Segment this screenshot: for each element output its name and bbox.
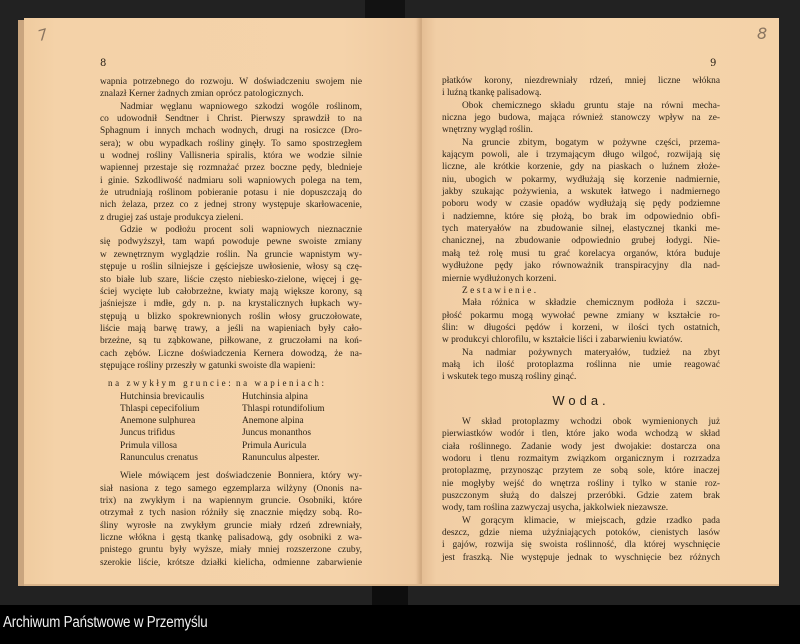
text-line: płość pokarmu mogą wywołać pewne zmiany w kształcie ro-: [442, 310, 720, 321]
left-page: [24, 18, 422, 586]
text-line: stępuje u roślin silniejsze i gęściejsze uwłosienie, włosy są czę-: [100, 262, 362, 273]
text-line: ciała roślinnego. Zadanie wody jest dwojakie: dostarcza ona: [442, 441, 720, 452]
species-cell: Hutchinsia brevicaulis: [120, 391, 205, 402]
summary-heading: Zestawienie.: [462, 285, 539, 296]
text-line: liczne włókna i gęstą tkankę palisadową, gdy osobniki z wa-: [100, 533, 362, 544]
text-line: ściej wycięte lub całobrzeżne, kwiaty mają większe korony, są: [100, 286, 362, 297]
text-line: nich żelaza, przez co z jednej strony występuje skarłowacenie,: [100, 200, 362, 211]
text-line: trix) na zwykłym i na wapiennym gruncie. Osobniki, które: [100, 496, 362, 507]
species-cell: Hutchinsia alpina: [242, 391, 308, 402]
text-line: tych materyałów na zbudowanie silnej, elastycznej tkanki me-: [442, 224, 720, 235]
pencil-mark: 8: [757, 24, 768, 43]
text-line: siał nasiona z tego samego egzemplarza wilżyny (Ononis na-: [100, 483, 362, 494]
text-line: jaśniejsze i mdłe, gdy n. p. na krystalicznych łupkach wy-: [100, 299, 362, 310]
paragraph: [100, 470, 362, 569]
text-line: otrzymał z tych nasion różniły się znacznie między sobą. Ro-: [100, 508, 362, 519]
text-line: cach zębów. Liczne doświadczenia Kernera dowodzą, że na-: [100, 348, 362, 359]
text-line: i ginie. Szkodliwość nadmiaru soli wapniowych polega na tem,: [100, 175, 362, 186]
text-line: i wskutek tego muszą rośliny ginąć.: [442, 372, 577, 383]
paragraph: [442, 347, 720, 384]
text-line: poboru wody w czasie opadów wydłużają się pędy podziemne: [442, 199, 720, 210]
text-line: W skład protoplazmy wchodzi obok wymienionych już: [462, 416, 720, 427]
text-line: liście mają barwę trawy, a jeśli na wapieniach były cało-: [100, 323, 362, 334]
text-line: Gdzie w podłożu procent soli wapniowych nieznacznie: [120, 225, 362, 236]
text-line: Na gruncie zbitym, bogatym w pożywne części, przema-: [462, 137, 720, 148]
species-cell: Anemone sulphurea: [120, 416, 196, 427]
paragraph: [442, 137, 720, 285]
paragraph: [100, 76, 362, 101]
text-line: Sphagnum i innych mchach wodnych, drugi na rosiczce (Dro-: [100, 126, 362, 137]
text-line: wydłużone pędy jako równoważnik transpiracyjny dla nad-: [442, 261, 720, 272]
spine-top: [365, 0, 405, 18]
text-line: znalazł Kerner żadnych zmian oprócz patologicznych.: [100, 89, 304, 100]
page-number: 8: [100, 58, 107, 69]
text-line: wody, tam roślina zazwyczaj usycha, jakkolwiek niezawsze.: [442, 503, 669, 514]
open-book: [18, 18, 781, 588]
right-page: [422, 18, 779, 586]
text-line: jakby szukając pożywienia, a wskutek łatwego i nadmiernego: [442, 187, 720, 198]
text-line: chanicznej, na zbudowanie odpowiednio grubej łodygi. Nie-: [442, 236, 720, 247]
paragraph: [442, 75, 720, 100]
text-line: jest fraszką. Nie występuje jednak to wyschnięcie bez różnych: [442, 552, 720, 563]
text-line: i nadziemne, które się płożą, bo brak im odpowiednio obfi-: [442, 211, 720, 222]
paragraph: [100, 101, 362, 224]
text-line: co udowodnił Sendtner i Christ. Pierwszy sprawdził to na: [100, 114, 362, 125]
text-line: deszcz, gdzie niema użyźniających potoków, cienistych lasów: [442, 528, 720, 539]
paragraph: [442, 285, 720, 297]
species-cell: Juncus monanthos: [242, 428, 312, 439]
species-comparison-table: [100, 377, 362, 464]
text-line: szerokie liście, krótsze działki kielicha, odmienne zabarwienie: [100, 557, 362, 568]
species-cell: Thlaspi cepecifolium: [120, 403, 200, 414]
text-line: z drugiej zaś ustaje produkcya zieleni.: [100, 212, 244, 223]
species-cell: Ranunculus crenatus: [120, 453, 198, 464]
text-line: pierwiastków wodór i tlen, które jako woda wchodzą w skład: [442, 429, 720, 440]
section-heading: Woda.: [552, 392, 610, 408]
text-line: małą ich ilość protoplazma roślinna nie umie reagować: [442, 359, 720, 370]
species-cell: Juncus trifidus: [120, 428, 175, 439]
text-line: Obok chemicznego składu gruntu staje na równi mecha-: [462, 100, 720, 111]
text-line: i gajów, rozwija się swoista roślinność, dla której wyschnięcie: [442, 540, 720, 551]
text-line: w produkcyi chlorofilu, w kształcie liści i zabarwieniu kwiatów.: [442, 335, 683, 346]
text-line: brzeżne, są tu ząbkowane, piłkowane, z gruczołami na koń-: [100, 336, 362, 347]
text-line: niu, ubogich w pokarmy, wydłużają się korzenie nadmiernie,: [442, 174, 720, 185]
text-line: nie mogłyby wejść do wnętrza rośliny i tylko w stanie roz-: [442, 478, 720, 489]
pencil-mark: 7: [35, 25, 50, 45]
column-header: na zwykłym gruncie:: [108, 378, 234, 389]
paragraph: [100, 224, 362, 372]
text-line: wapnia potrzebnego do rozwoju. W doświadczeniu swojem nie: [100, 77, 362, 87]
right-page-body: [442, 75, 720, 564]
species-cell: Primula villosa: [120, 440, 178, 451]
text-line: i luźną tkankę palisadową.: [442, 88, 542, 99]
species-cell: Anemone alpina: [242, 416, 304, 427]
text-line: wodoru i tlenu rozmaitym związkom organicznym i rozrzadza: [442, 453, 720, 464]
text-line: pnistego gruntu były wyższe, miały mniej rozszerzone czuby,: [100, 545, 362, 556]
spine-bottom: [372, 586, 408, 605]
text-line: protoplazmę, przynosząc przytem ze sobą sole, które inaczej: [442, 466, 720, 477]
text-line: puszczonym służą do dalszej przeróbki. Gdzie zatem brak: [442, 491, 720, 501]
text-line: sto białe lub szare, liście często niebiesko-zielone, więcej i gę-: [100, 274, 362, 285]
text-line: że utrudniają roślinom pobieranie potasu i nie dopuszczają do: [100, 188, 362, 199]
text-line: u wodnej rośliny Vallisneria spiralis, która we wodzie silnie: [100, 151, 362, 162]
text-line: W gorącym klimacie, w miejscach, gdzie rzadko pada: [462, 515, 720, 526]
archive-footer: [0, 605, 800, 644]
paragraph: [442, 416, 720, 515]
left-page-body: [100, 76, 362, 569]
text-line: niczna jego budowa, mająca również stanowczy wpływ na ze-: [442, 113, 720, 124]
text-line: Mała różnica w składzie chemicznym podłoża i szczu-: [462, 298, 720, 309]
text-line: Na nadmiar pożywnych materyałów, tudzież na zbyt: [462, 347, 720, 358]
text-line: w zewnętrznym wyglądzie roślin. Na gruncie wapnistym wy-: [100, 249, 362, 260]
text-line: ślin: w długości pędów i korzeni, w ilości tych ostatnich,: [442, 322, 720, 333]
text-line: Wiele mówiącem jest doświadczenie Bonniera, który wy-: [120, 471, 362, 482]
text-line: wapiennej przestaje się rozmnażać przez boczne pędy, blednieje: [100, 163, 362, 174]
species-cell: Thlaspi rotundifolium: [242, 403, 325, 414]
paragraph: [442, 515, 720, 564]
archive-label: Archiwum Państwowe w Przemyślu: [3, 614, 208, 631]
species-cell: Primula Auricula: [242, 440, 307, 451]
text-line: śliny wyrosłe na zwykłym gruncie miały rdzeń zdrewniały,: [100, 520, 362, 531]
text-line: kającym powoli, ale i trzymającym długo wilgoć, rozwijają się: [442, 150, 720, 161]
text-line: stępujące rośliny przeszły w gatunki swoiste dla wapieni:: [100, 360, 316, 371]
text-line: sera); w obu wypadkach rośliny ginęły. To samo spostrzegłem: [100, 138, 362, 149]
text-line: Nadmiar węglanu wapniowego szkodzi wogóle roślinom,: [120, 101, 362, 112]
text-line: stępują u blizko spokrewnionych roślin włosy gruczołowate,: [100, 311, 362, 322]
text-line: miernie wydłużonych korzeni.: [442, 273, 557, 284]
species-cell: Ranunculus alpester.: [242, 453, 320, 464]
paragraph: [442, 100, 720, 137]
text-line: liczne, ale krótkie korzenie, gdy na piaskach o luźnem złoże-: [442, 162, 720, 173]
page-number: 9: [710, 58, 717, 69]
column-header: na wapieniach:: [236, 378, 327, 389]
text-line: się podwyższył, tam wapń powoduje pewne swoiste zmiany: [100, 237, 362, 248]
text-line: płatków korony, niezdrewniały rdzeń, mniej liczne włókna: [442, 76, 720, 86]
paragraph: [442, 297, 720, 346]
text-line: wnętrzny wygląd roślin.: [442, 125, 533, 136]
text-line: małą też rolę musi tu grać korelacya organów, która buduje: [442, 248, 720, 259]
